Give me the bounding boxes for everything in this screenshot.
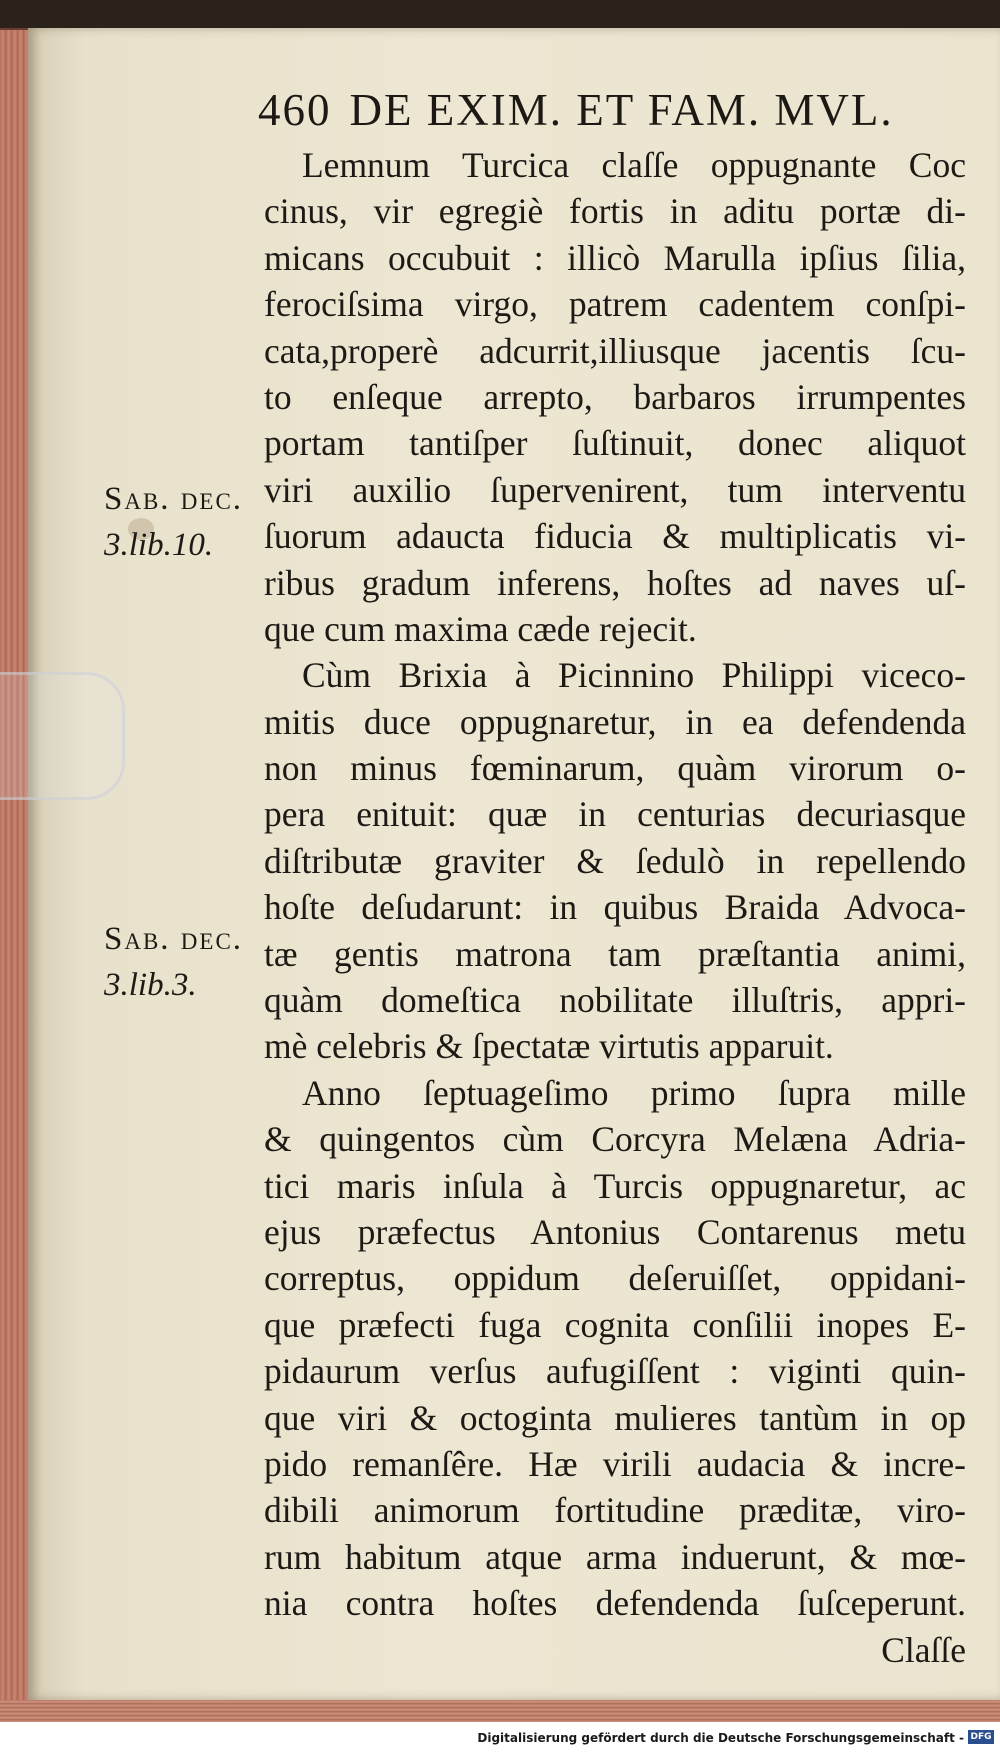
dfg-logo-icon: DFG: [968, 1730, 994, 1744]
text-line: mitis duce oppugnaretur, in ea defendenda: [264, 701, 966, 742]
margin-note-book: 3.lib.10.: [104, 527, 214, 563]
text-line: pidaurum verſus aufugiſſent : viginti quin-: [264, 1351, 966, 1392]
margin-note: [104, 476, 274, 568]
text-line: & quingentos cùm Corcyra Melæna Adria-: [264, 1119, 966, 1160]
text-line: Lemnum Turcica claſſe oppugnante Coc: [302, 145, 966, 185]
text-line: nia contra hoſtes defendenda ſuſceperunt.: [264, 1583, 966, 1624]
footer-credit: Digitalisierung gefördert durch die Deutsche Forschungsgemeinschaft -: [477, 1731, 964, 1745]
text-line: quàm domeſtica nobilitate illuſtris, appri-: [264, 980, 966, 1021]
margin-note-source: Sab. dec.: [104, 921, 244, 957]
text-line: micans occubuit : illicò Marulla ipſius ſilia,: [264, 237, 966, 278]
digitization-footer: [0, 1722, 1000, 1754]
margin-note-book: 3.lib.3.: [104, 967, 197, 1003]
text-line: Cùm Brixia à Picinnino Philippi viceco-: [302, 655, 966, 696]
text-line: que præfecti fuga cognita conſilii inopes E-: [264, 1304, 966, 1345]
text-line: diſtributæ graviter & ſedulò in repellendo: [264, 840, 966, 881]
text-line: pido remanſêre. Hæ virili audacia & incre-: [264, 1443, 966, 1484]
text-line: que cum maxima cæde rejecit.: [264, 608, 697, 649]
text-line: tæ gentis matrona tam præſtantia animi,: [264, 933, 966, 974]
margin-note: [104, 916, 274, 1008]
running-head: [258, 84, 958, 136]
body-text: [264, 142, 966, 1673]
text-line: ejus præfectus Antonius Contarenus metu: [264, 1211, 966, 1252]
text-line: tici maris inſula à Turcis oppugnaretur, ac: [264, 1165, 966, 1206]
text-line: hoſte deſudarunt: in quibus Braida Advoca-: [264, 887, 966, 928]
text-line: ferociſsima virgo, patrem cadentem conſpi-: [264, 284, 966, 325]
text-line: pera enituit: quæ in centurias decuriasque: [264, 794, 966, 835]
catchword: Claſſe: [881, 1629, 966, 1670]
text-line: que viri & octoginta mulieres tantùm in op: [264, 1397, 966, 1438]
text-line: ribus gradum inferens, hoſtes ad naves uſ-: [264, 562, 966, 603]
text-line: viri auxilio ſupervenirent, tum interventu: [264, 469, 966, 510]
text-line: Anno ſeptuageſimo primo ſupra mille: [302, 1072, 966, 1113]
text-line: mè celebris & ſpectatæ virtutis apparuit.: [264, 1026, 834, 1067]
text-line: ſuorum adaucta fiducia & multiplicatis vi-: [264, 516, 966, 557]
page-clip: [0, 672, 125, 800]
margin-note-source: Sab. dec.: [104, 481, 244, 517]
text-line: rum habitum atque arma induerunt, & mœ-: [264, 1536, 966, 1577]
running-title: DE EXIM. ET FAM. MVL.: [349, 85, 894, 135]
page-number: 460: [258, 85, 332, 135]
text-line: to enſeque arrepto, barbaros irrumpentes: [264, 376, 966, 417]
text-line: cata,properè adcurrit,illiusque jacentis ſcu-: [264, 330, 966, 371]
text-line: cinus, vir egregiè fortis in aditu portæ di-: [264, 191, 966, 232]
text-line: correptus, oppidum deſeruiſſet, oppidani-: [264, 1258, 966, 1299]
text-line: non minus fœminarum, quàm virorum o-: [264, 748, 966, 789]
text-line: portam tantiſper ſuſtinuit, donec aliquot: [264, 423, 966, 464]
text-line: dibili animorum fortitudine præditæ, viro-: [264, 1490, 966, 1531]
page-edge-bottom: [0, 1700, 1000, 1722]
